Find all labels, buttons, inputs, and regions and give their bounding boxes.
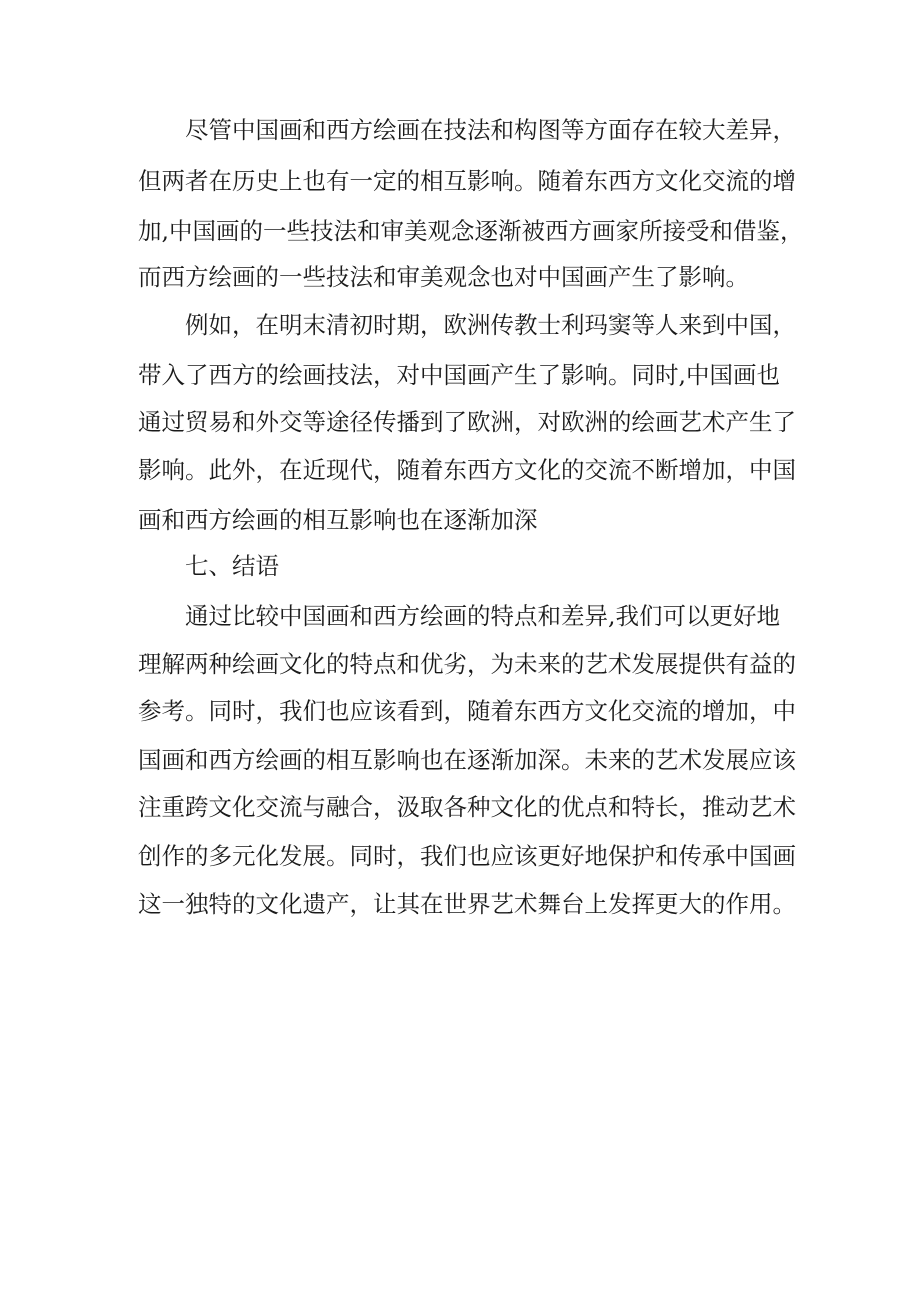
paragraph-3-line-6: 创作的多元化发展。同时，我们也应该更好地保护和传承中国画 <box>138 842 796 870</box>
paragraph-3-line-2: 理解两种绘画文化的特点和优劣，为未来的艺术发展提供有益的 <box>138 650 796 678</box>
paragraph-3-line-7: 这一独特的文化遗产，让其在世界艺术舞台上发挥更大的作用。 <box>138 890 796 918</box>
paragraph-2-line-5: 画和西方绘画的相互影响也在逐渐加深 <box>138 506 538 534</box>
paragraph-2-line-4: 影响。此外，在近现代，随着东西方文化的交流不断增加，中国 <box>138 456 796 484</box>
paragraph-2-line-1: 例如，在明末清初时期，欧洲传教士利玛窦等人来到中国， <box>185 311 796 339</box>
paragraph-2-line-2: 带入了西方的绘画技法，对中国画产生了影响。同时,中国画也 <box>138 361 780 389</box>
paragraph-2-line-3: 通过贸易和外交等途径传播到了欧洲，对欧洲的绘画艺术产生了 <box>138 408 796 436</box>
paragraph-3-line-5: 注重跨文化交流与融合，汲取各种文化的优点和特长，推动艺术 <box>138 793 796 821</box>
paragraph-1-line-4: 而西方绘画的一些技法和审美观念也对中国画产生了影响。 <box>138 263 749 291</box>
paragraph-3-line-1: 通过比较中国画和西方绘画的特点和差异,我们可以更好地 <box>185 602 780 630</box>
paragraph-3-line-3: 参考。同时，我们也应该看到，随着东西方文化交流的增加，中 <box>138 697 796 725</box>
paragraph-3-line-4: 国画和西方绘画的相互影响也在逐渐加深。未来的艺术发展应该 <box>138 746 796 774</box>
paragraph-1-line-1: 尽管中国画和西方绘画在技法和构图等方面存在较大差异， <box>185 116 796 144</box>
paragraph-1-line-3: 加,中国画的一些技法和审美观念逐渐被西方画家所接受和借鉴， <box>138 217 804 245</box>
paragraph-1-line-2: 但两者在历史上也有一定的相互影响。随着东西方文化交流的增 <box>138 167 796 195</box>
section-heading: 七、结语 <box>185 552 279 580</box>
